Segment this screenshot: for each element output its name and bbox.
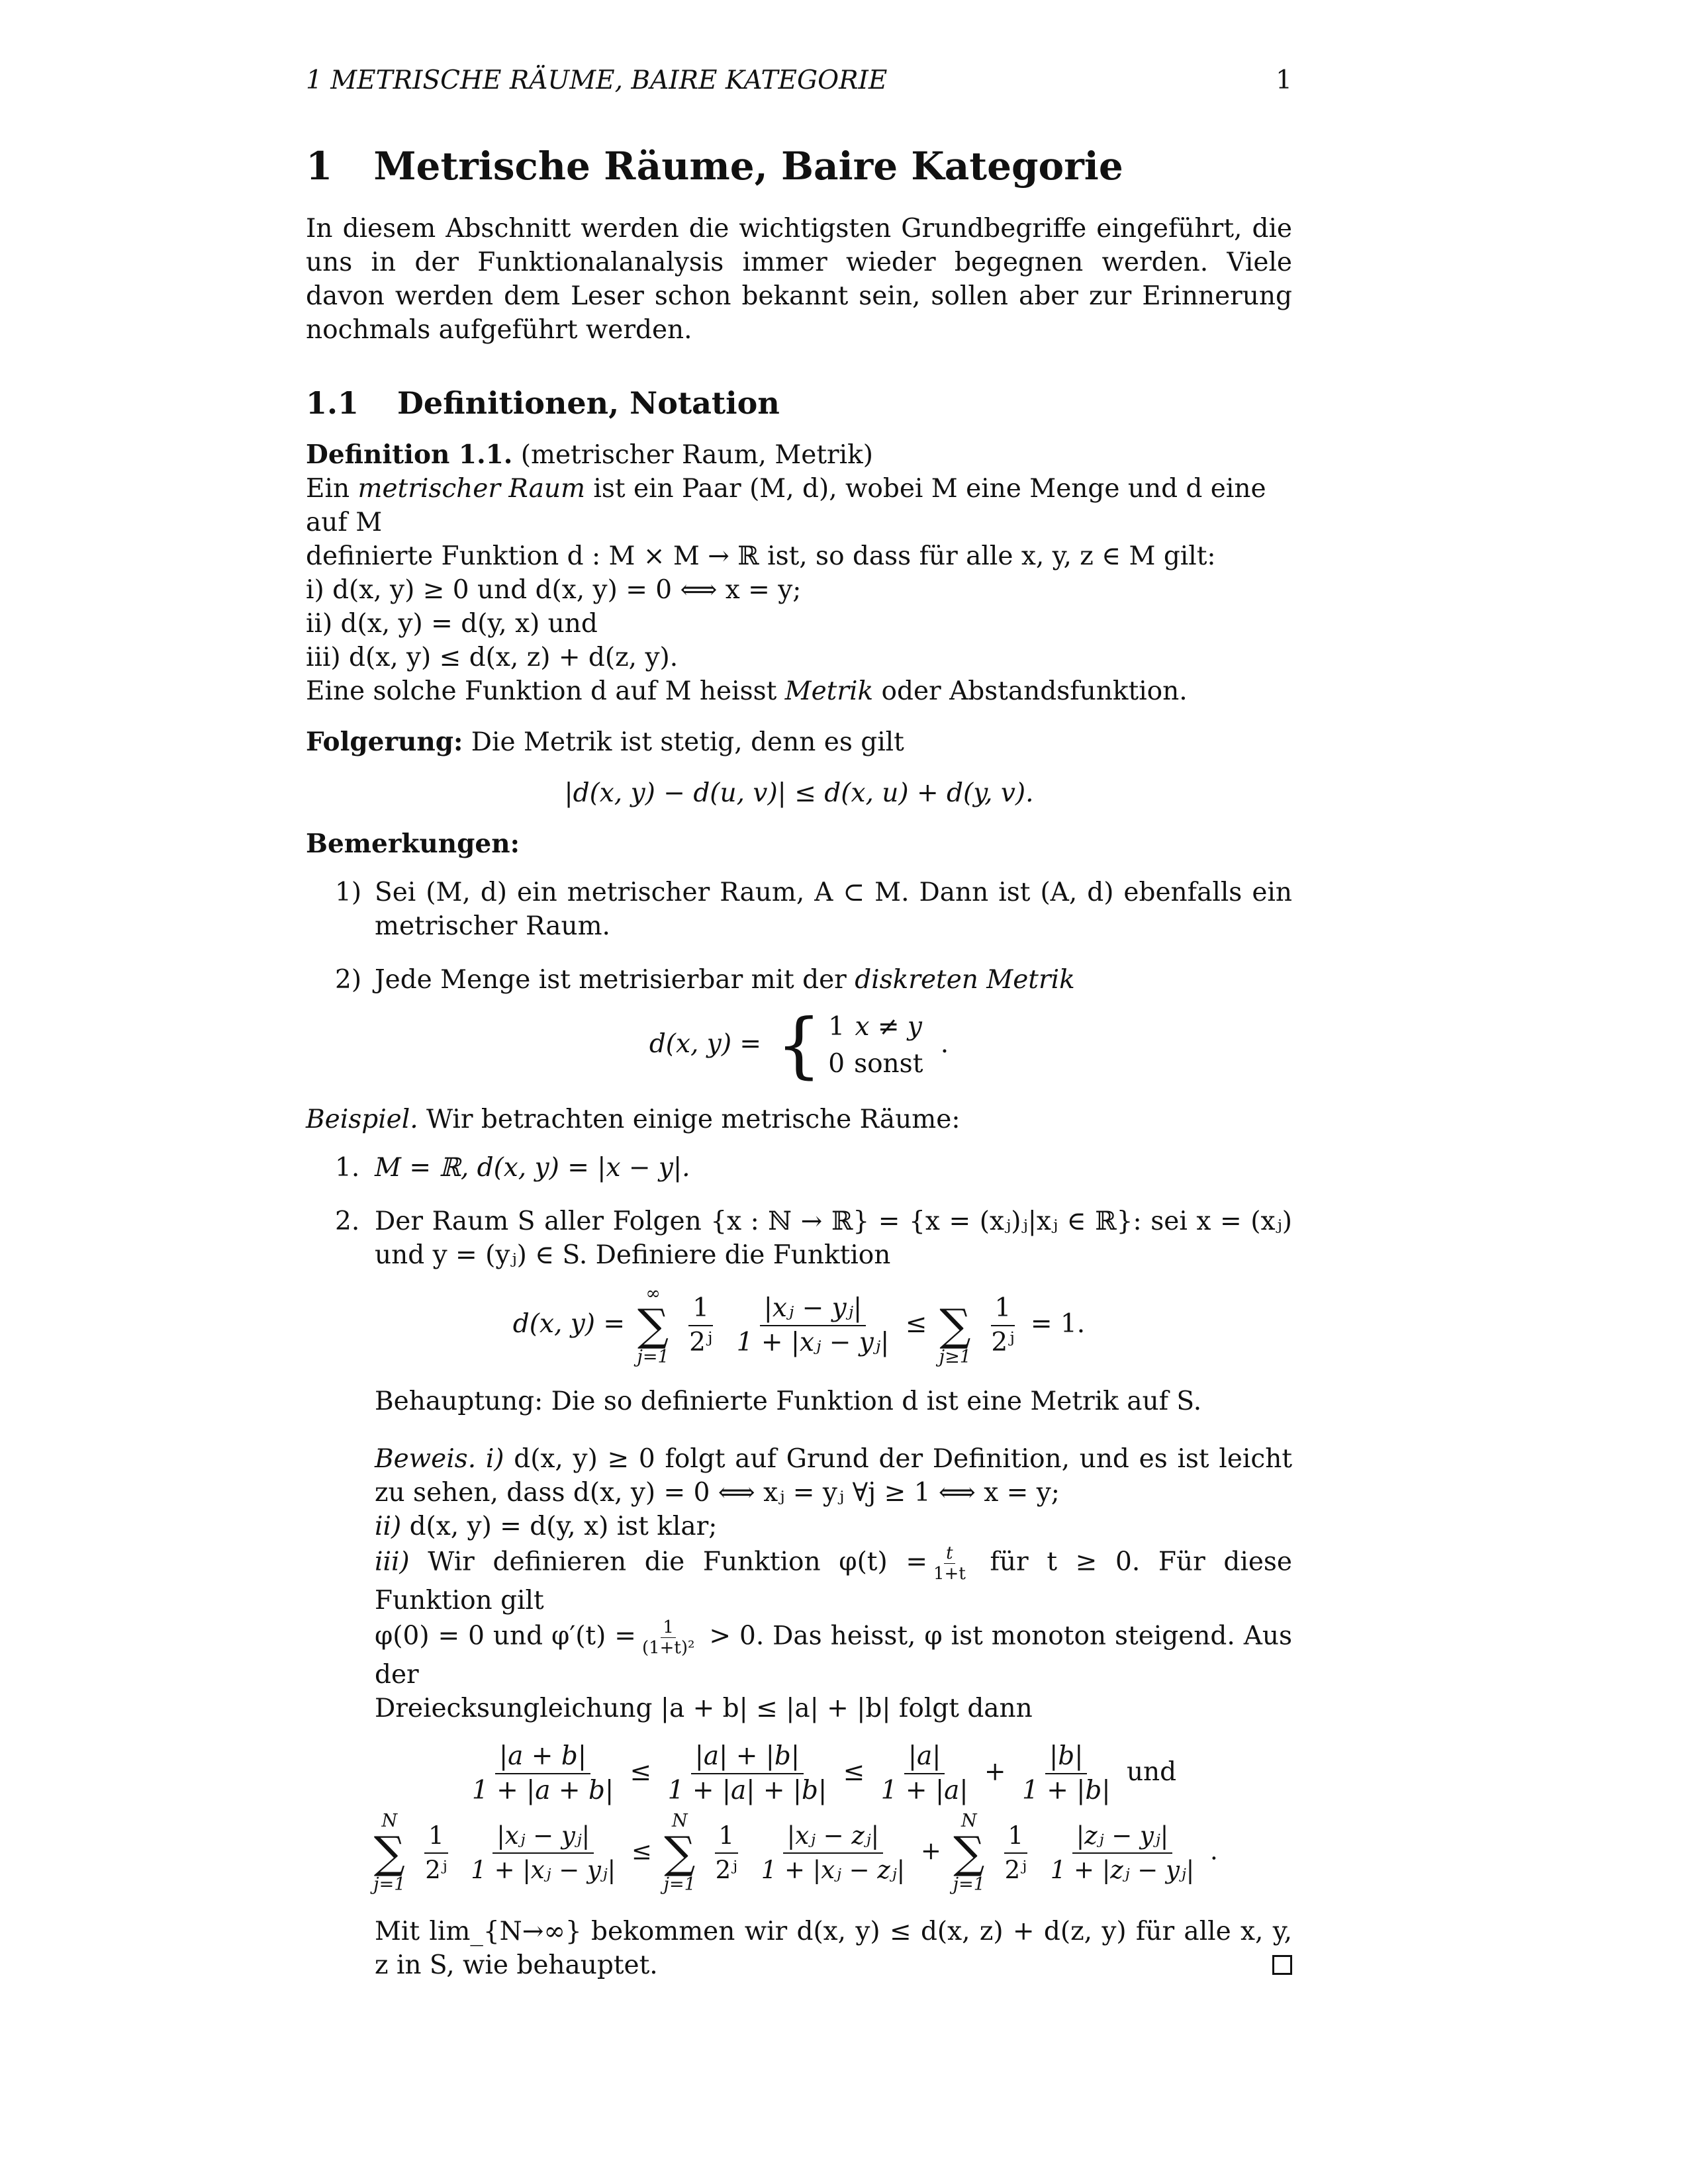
numerator: 1 [715, 1819, 739, 1854]
sum-upper: N [671, 1811, 688, 1831]
definition-label: Definition 1.1. [306, 439, 513, 470]
denominator: 2ʲ [715, 1856, 737, 1884]
operator: ≤ [631, 1837, 652, 1866]
denominator: 2ʲ [991, 1328, 1015, 1357]
sum-operator [953, 1811, 985, 1895]
operator: + [920, 1837, 941, 1866]
proof-text: > 0. Das heisst, φ ist monoton steigend. Aus der [375, 1621, 1293, 1690]
section-intro: In diesem Abschnitt werden die wichtigsten Grundbegriffe eingeführt, die uns in der Funktionalanalysis immer wieder begegnen werden. Viele davon werden dem Leser schon bekannt sein, sollen aber zur Erinnerung nochmals aufgeführt werden. [306, 214, 1292, 345]
formula-result: = 1. [1030, 1309, 1086, 1339]
denominator: 1 + |a| + |b| [667, 1776, 827, 1805]
denominator: 2ʲ [425, 1856, 447, 1884]
fraction [664, 1740, 831, 1807]
sum-lower: j=1 [373, 1874, 406, 1895]
document-page [306, 64, 1292, 2002]
section-title: Metrische Räume, Baire Kategorie [373, 144, 1123, 189]
proof-text: Dreiecksungleichung |a + b| ≤ |a| + |b| folgt dann [375, 1694, 1033, 1723]
numerator: 1 [1004, 1819, 1028, 1854]
definition-block [306, 438, 1292, 708]
fraction [468, 1740, 618, 1807]
operator: + [984, 1757, 1006, 1787]
bemerkungen-list [306, 876, 1292, 1087]
proof-step-label: ii) [375, 1512, 402, 1541]
folgerung-text: Die Metrik ist stetig, denn es gilt [463, 727, 904, 757]
sum-operator [664, 1811, 696, 1895]
discrete-metric-formula [375, 1004, 1292, 1087]
list-item [306, 1151, 1292, 1185]
metric-term: Metrik [784, 676, 874, 706]
sigma: ∑ [939, 1300, 971, 1351]
fraction [931, 1543, 968, 1584]
operator: ≤ [630, 1757, 652, 1787]
case-value: 0 [828, 1049, 845, 1079]
folgerung-label: Folgerung: [306, 727, 463, 757]
beispiel-label: Beispiel. [306, 1105, 418, 1134]
subsection-title: Definitionen, Notation [397, 385, 780, 421]
numerator: |a + b| [495, 1740, 590, 1774]
denominator: 1+t [933, 1564, 966, 1584]
sigma: ∑ [664, 1827, 696, 1878]
fraction [1047, 1819, 1198, 1887]
sum-lower: j≥1 [939, 1347, 971, 1367]
beispiel [306, 1103, 1292, 1136]
list-number: 2. [335, 1206, 360, 1236]
claim: Behauptung: Die so definierte Funktion d ist eine Metrik auf S. [375, 1387, 1202, 1416]
running-title: 1 METRISCHE RÄUME, BAIRE KATEGORIE [306, 66, 888, 95]
proof-text: d(x, y) ≥ 0 folgt auf Grund der Definition, und es ist leicht zu sehen, dass d(x, y) = 0 ⟺ xⱼ = yⱼ ∀j ≥ 1 ⟺ x = y; [375, 1444, 1292, 1508]
definition-text: Ein [306, 474, 358, 504]
list-text: Sei (M, d) ein metrischer Raum, A ⊂ M. Dann ist (A, d) ebenfalls ein metrischer Raum. [375, 878, 1292, 941]
axiom-i: i) d(x, y) ≥ 0 und d(x, y) = 0 ⟺ x = y; [306, 575, 802, 605]
qed-box-icon [1272, 1955, 1292, 1975]
fraction [757, 1819, 909, 1887]
proof-text: d(x, y) = d(y, x) ist klar; [401, 1512, 718, 1541]
formula-tail: . [1209, 1837, 1218, 1866]
formula-lhs: d(x, y) = [649, 1029, 762, 1059]
proof-text: Wir definieren die Funktion φ(t) = [409, 1547, 928, 1577]
denominator: 1 + |xⱼ − yⱼ| [471, 1856, 616, 1884]
page-number: 1 [1276, 66, 1292, 95]
list-number: 2) [335, 965, 362, 995]
proof-text: φ(0) = 0 und φ′(t) = [375, 1621, 636, 1651]
proof-step-label: i) [485, 1444, 504, 1474]
denominator: 2ʲ [689, 1328, 713, 1357]
fraction [640, 1617, 697, 1658]
denominator: 1 + |xⱼ − yⱼ| [736, 1328, 890, 1357]
fraction [1018, 1740, 1115, 1807]
list-item [306, 876, 1292, 943]
case-condition: x ≠ y [855, 1012, 922, 1042]
sum-lower: j=1 [953, 1874, 985, 1895]
definition-text: ist ein Paar (M, d), wobei M eine Menge und d eine auf M [306, 474, 1266, 537]
section-heading [306, 143, 1292, 189]
sigma: ∑ [637, 1300, 669, 1351]
numerator: 1 [661, 1617, 676, 1638]
beispiel-text: Wir betrachten einige metrische Räume: [418, 1105, 961, 1134]
definition-note: (metrischer Raum, Metrik) [520, 440, 873, 470]
denominator: 2ʲ [1004, 1856, 1027, 1884]
proof-text: für t ≥ 0. Für diese Funktion gilt [375, 1547, 1292, 1615]
axiom-iii: iii) d(x, y) ≤ d(x, z) + d(z, y). [306, 643, 679, 672]
numerator: |xⱼ − yⱼ| [760, 1292, 866, 1326]
running-header [306, 64, 1292, 103]
fraction [685, 1292, 716, 1359]
sum-upper: ∞ [645, 1283, 661, 1304]
numerator: 1 [991, 1292, 1015, 1326]
sigma: ∑ [953, 1827, 985, 1878]
numerator: |xⱼ − zⱼ| [783, 1819, 883, 1854]
numerator: |a| + |b| [691, 1740, 804, 1774]
fraction [467, 1819, 620, 1887]
definition-term: metrischer Raum [357, 474, 586, 504]
list-number: 1. [335, 1153, 360, 1183]
sum-lower: j=1 [663, 1874, 696, 1895]
proof-closing [375, 1915, 1292, 1982]
discrete-metric-term: diskreten Metrik [855, 965, 1075, 995]
numerator: 1 [424, 1819, 448, 1854]
proof-block [375, 1442, 1292, 1982]
formula-end: . [940, 1029, 949, 1059]
fraction [733, 1292, 894, 1359]
sequence-metric-formula [375, 1284, 1292, 1367]
brace: { [776, 1004, 822, 1087]
fraction [987, 1292, 1018, 1359]
axiom-ii: ii) d(x, y) = d(y, x) und [306, 609, 598, 639]
case-value: 1 [828, 1012, 845, 1042]
list-text: Jede Menge ist metrisierbar mit der [375, 965, 855, 995]
sum-operator [637, 1284, 669, 1367]
case-condition: sonst [854, 1049, 923, 1079]
denominator: 1 + |b| [1022, 1776, 1111, 1805]
bemerkungen-label: Bemerkungen: [306, 829, 520, 859]
sum-upper: N [961, 1811, 977, 1831]
numerator: |xⱼ − yⱼ| [492, 1819, 594, 1854]
folgerung [306, 725, 1292, 759]
list-text: Der Raum S aller Folgen {x : ℕ → ℝ} = {x = (xⱼ)ⱼ|xⱼ ∈ ℝ}: sei x = (xⱼ) und y = (yⱼ) ∈ S. Definiere die Funktion [375, 1206, 1292, 1270]
fraction [421, 1819, 451, 1887]
sum-operator [939, 1284, 971, 1367]
folgerung-formula: |d(x, y) − d(u, v)| ≤ d(x, u) + d(y, v). [564, 778, 1034, 808]
fraction [712, 1819, 741, 1887]
sum-operator [373, 1811, 405, 1895]
numerator: t [944, 1543, 955, 1564]
denominator: 1 + |zⱼ − yⱼ| [1050, 1856, 1195, 1884]
denominator: (1+t)² [641, 1638, 695, 1658]
definition-text: oder Abstandsfunktion. [873, 676, 1188, 706]
list-text: M = ℝ, d(x, y) = |x − y|. [375, 1153, 690, 1183]
list-item [306, 1205, 1292, 1982]
list-item [306, 963, 1292, 1087]
operator: ≤ [905, 1309, 927, 1339]
denominator: 1 + |xⱼ − zⱼ| [761, 1856, 906, 1884]
numerator: |zⱼ − yⱼ| [1072, 1819, 1172, 1854]
definition-text: Eine solche Funktion d auf M heisst [306, 676, 785, 706]
proof-closing-text: Mit lim_{N→∞} bekommen wir d(x, y) ≤ d(x, z) + d(z, y) für alle x, y, z in S, wie behauptet. [375, 1917, 1292, 1980]
inequality-2 [295, 1811, 1292, 1895]
section-number: 1 [306, 144, 333, 189]
list-number: 1) [335, 878, 362, 907]
formula-lhs: d(x, y) = [512, 1309, 626, 1339]
sum-upper: N [381, 1811, 398, 1831]
cases [770, 1004, 933, 1087]
fraction [877, 1740, 972, 1807]
proof-label: Beweis. [375, 1444, 477, 1474]
proof-step-label: iii) [375, 1547, 410, 1577]
fraction [1001, 1819, 1031, 1887]
sum-lower: j=1 [637, 1347, 669, 1367]
sigma: ∑ [373, 1827, 405, 1878]
denominator: 1 + |a + b| [471, 1776, 614, 1805]
numerator: |b| [1045, 1740, 1087, 1774]
inequality-1 [375, 1740, 1292, 1807]
beispiel-list [306, 1151, 1292, 1982]
operator: ≤ [843, 1757, 865, 1787]
numerator: |a| [904, 1740, 945, 1774]
denominator: 1 + |a| [880, 1776, 968, 1805]
subsection-heading [306, 384, 1292, 422]
subsection-number: 1.1 [306, 385, 359, 421]
numerator: 1 [688, 1292, 713, 1326]
formula-tail: und [1126, 1757, 1177, 1787]
definition-text: definierte Funktion d : M × M → ℝ ist, so dass für alle x, y, z ∈ M gilt: [306, 541, 1216, 571]
